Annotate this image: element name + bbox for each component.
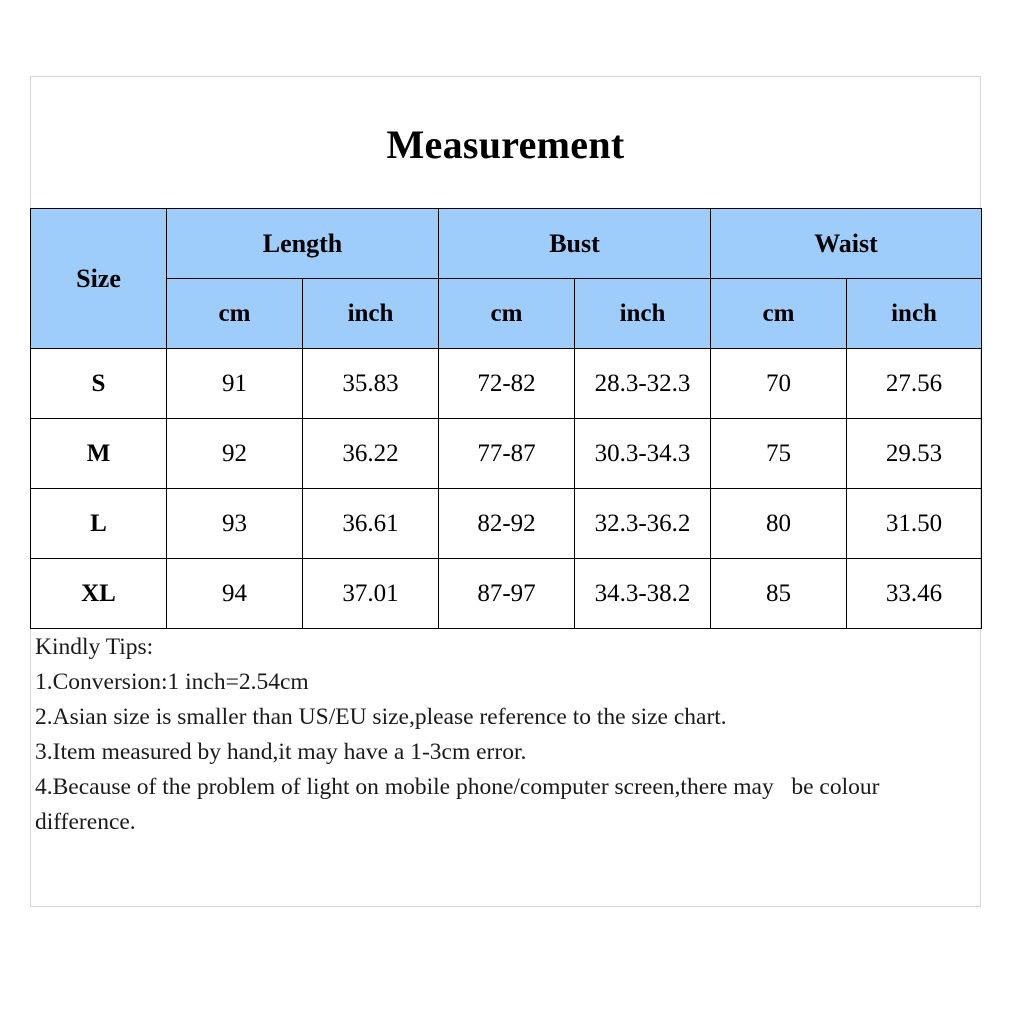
size-chart-sheet	[30, 76, 981, 907]
tip-line: 1.Conversion:1 inch=2.54cm	[35, 669, 309, 695]
table-cell: 77-87	[439, 419, 575, 489]
size-column-header: Size	[31, 209, 167, 349]
table-cell: 36.61	[303, 489, 439, 559]
table-cell: 28.3-32.3	[575, 349, 711, 419]
table-cell: 72-82	[439, 349, 575, 419]
table-cell: 80	[711, 489, 847, 559]
table-row	[31, 559, 982, 629]
table-row	[31, 489, 982, 559]
table-cell: 87-97	[439, 559, 575, 629]
table-cell: 93	[167, 489, 303, 559]
table-cell: 33.46	[847, 559, 982, 629]
tips-heading: Kindly Tips:	[35, 634, 154, 660]
unit-header: cm	[439, 279, 575, 349]
table-row	[31, 419, 982, 489]
table-cell: 91	[167, 349, 303, 419]
page-title: Measurement	[386, 122, 625, 167]
table-cell: 34.3-38.2	[575, 559, 711, 629]
unit-header: inch	[575, 279, 711, 349]
bust-group-header: Bust	[439, 209, 711, 279]
length-group-header: Length	[167, 209, 439, 279]
title-box	[31, 77, 980, 209]
table-cell: 35.83	[303, 349, 439, 419]
table-header-row-units	[31, 279, 982, 349]
table-cell: 31.50	[847, 489, 982, 559]
table-row	[31, 349, 982, 419]
table-cell: 70	[711, 349, 847, 419]
table-cell: 30.3-34.3	[575, 419, 711, 489]
tip-line: 3.Item measured by hand,it may have a 1-3cm error.	[35, 739, 527, 765]
table-cell: 32.3-36.2	[575, 489, 711, 559]
table-cell: 29.53	[847, 419, 982, 489]
size-label: M	[31, 419, 167, 489]
unit-header: cm	[711, 279, 847, 349]
unit-header: inch	[303, 279, 439, 349]
table-header-row-groups	[31, 209, 982, 279]
table-cell: 27.56	[847, 349, 982, 419]
size-table	[30, 208, 982, 629]
table-cell: 75	[711, 419, 847, 489]
table-cell: 94	[167, 559, 303, 629]
table-cell: 37.01	[303, 559, 439, 629]
tip-line: 2.Asian size is smaller than US/EU size,please reference to the size chart.	[35, 704, 727, 730]
table-cell: 36.22	[303, 419, 439, 489]
table-cell: 85	[711, 559, 847, 629]
size-label: XL	[31, 559, 167, 629]
table-cell: 82-92	[439, 489, 575, 559]
size-label: S	[31, 349, 167, 419]
table-cell: 92	[167, 419, 303, 489]
tip-line: 4.Because of the problem of light on mobile phone/computer screen,there may be colour difference.	[35, 774, 886, 835]
size-label: L	[31, 489, 167, 559]
unit-header: inch	[847, 279, 982, 349]
waist-group-header: Waist	[711, 209, 982, 279]
unit-header: cm	[167, 279, 303, 349]
tips-section	[35, 630, 975, 840]
